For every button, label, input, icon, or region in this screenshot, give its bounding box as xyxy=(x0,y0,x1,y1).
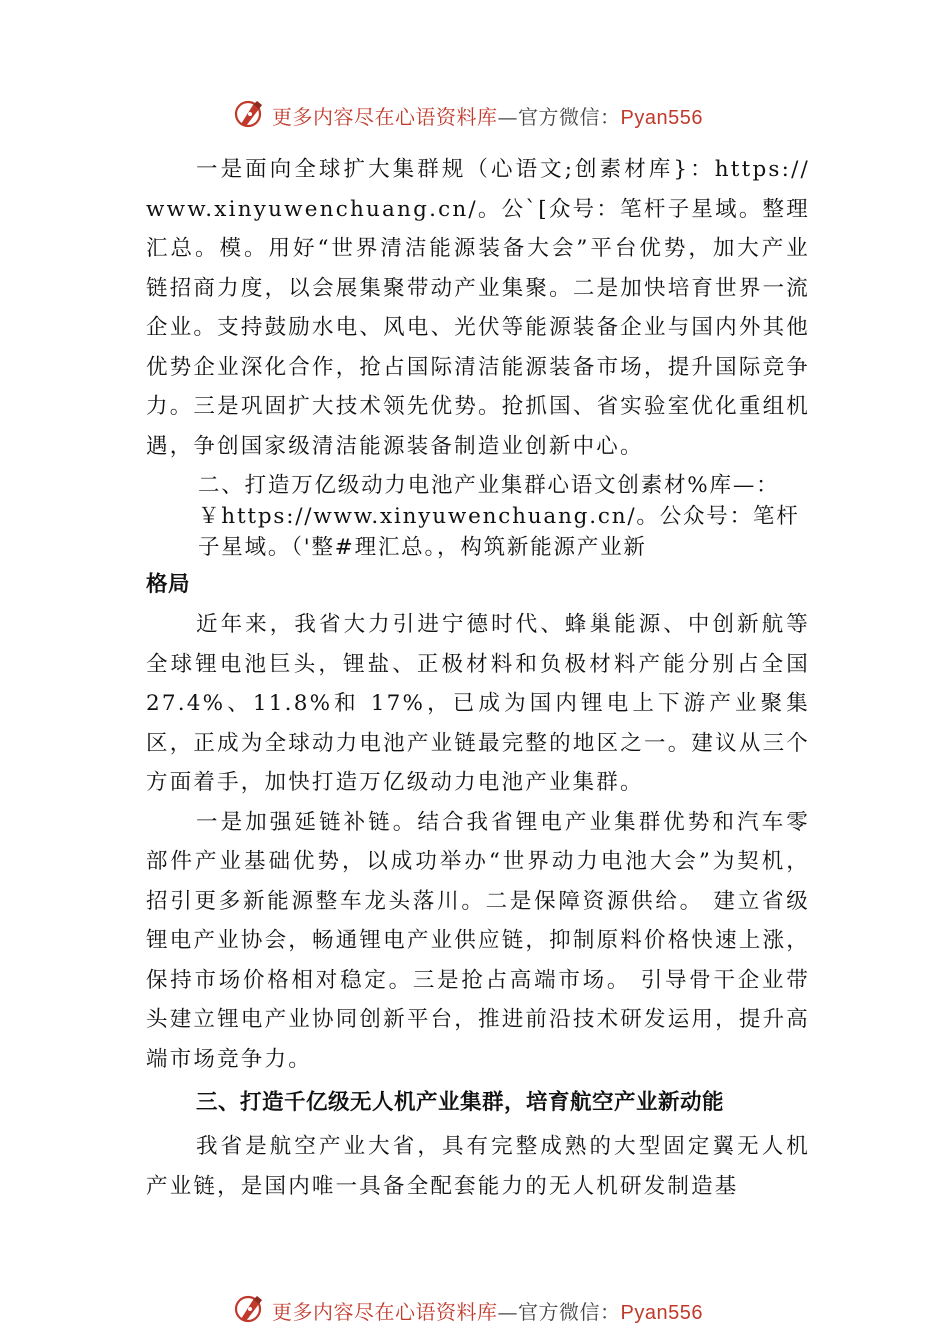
paragraph-3: 近年来，我省大力引进宁德时代、蜂巢能源、中创新航等全球锂电池巨头，锂盐、正极材料和负极材料产能分别占全国 27.4%、11.8%和 17%，已成为国内锂电上下游产业聚集区，正成为全球动力电池产业链最完整的地区之一。建议从三个方面着手，加快打造万亿级动力电池产业集群。 xyxy=(146,612,810,795)
paragraph-4: 一是加强延链补链。结合我省锂电产业集群优势和汽车零部件产业基础优势，以成功举办“世界动力电池大会”为契机，招引更多新能源整车龙头落川。二是保障资源供给。 建立省级锂电产业协会，畅通锂电产业供应链，抑制原料价格快速上涨，保持市场价格相对稳定。三是抢占高端市场。 引导骨干企业带头建立锂电产业协同创新平台，推进前沿技术研发运用，提升高端市场竞争力。 xyxy=(146,809,810,1072)
banner-text xyxy=(272,1296,703,1325)
banner-wechat-id: Pyan556 xyxy=(620,107,703,129)
pen-nib-icon xyxy=(232,97,266,131)
footer-banner xyxy=(0,1290,950,1330)
banner-main-text: 更多内容尽在心语资料库 xyxy=(272,105,498,129)
pen-nib-icon xyxy=(232,1292,266,1326)
heading-3: 三、打造千亿级无人机产业集群，培育航空产业新动能 xyxy=(196,1090,725,1115)
header-banner xyxy=(0,95,950,135)
banner-wechat-label: —官方微信： xyxy=(497,105,621,129)
paragraph-5: 我省是航空产业大省，具有完整成熟的大型固定翼无人机产业链，是国内唯一具备全配套能力的无人机研发制造基 xyxy=(146,1134,810,1199)
banner-wechat-label: —官方微信： xyxy=(497,1300,621,1324)
document-body xyxy=(146,150,810,1206)
banner-text xyxy=(272,101,703,130)
paragraph-1: 一是面向全球扩大集群规（心语文;创素材库}：https://www.xinyuwenchuang.cn/。公`[众号：笔杆子星域。整理汇总。模。用好“世界清洁能源装备大会”平台优势，加大产业链招商力度，以会展集聚带动产业集聚。二是加快培育世界一流企业。支持鼓励水电、风电、光伏等能源装备企业与国内外其他优势企业深化合作，抢占国际清洁能源装备市场，提升国际竞争力。三是巩固扩大技术领先优势。抢抓国、省实验室优化重组机遇，争创国家级清洁能源装备制造业创新中心。 xyxy=(146,157,810,459)
banner-main-text: 更多内容尽在心语资料库 xyxy=(272,1300,498,1324)
watermark-paragraph: 二、打造万亿级动力电池产业集群心语文创素材%库—：￥https://www.xinyuwenchuang.cn/。公众号：笔杆子星域。（'整#理汇总。，构筑新能源产业新 xyxy=(198,473,800,560)
heading-2-tail: 格局 xyxy=(146,572,191,597)
banner-wechat-id: Pyan556 xyxy=(620,1302,703,1324)
